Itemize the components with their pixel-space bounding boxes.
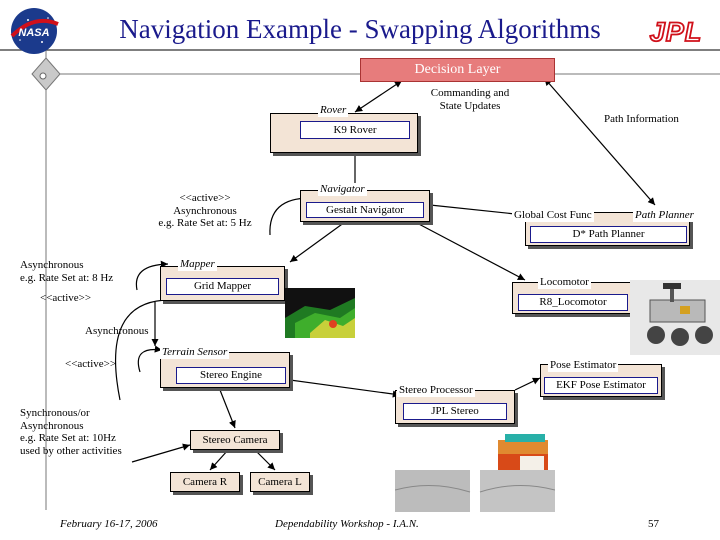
stereo-processor-group-label: Stereo Processor [399,384,473,396]
mapper-annotation-line: Asynchronous [20,259,84,271]
gestalt-navigator-component: Gestalt Navigator [306,202,424,218]
navigator-annotation [150,192,260,230]
commanding-label: Commanding and State Updates [430,87,510,112]
camera-r-box: Camera R [170,472,240,492]
locomotor-group-label: Locomotor [540,276,589,288]
jpl-logo [640,16,712,46]
ekf-pose-estimator-component: EKF Pose Estimator [544,377,658,394]
navigator-group-label: Navigator [320,183,365,195]
decision-layer: Decision Layer [360,58,555,82]
navigator-annotation-line: e.g. Rate Set at: 5 Hz [158,217,252,230]
jpl-logo-text: JPL [649,17,703,46]
rover-photo [630,280,720,355]
sync-note-line: Asynchronous [20,419,84,432]
jpl-stereo-component: JPL Stereo [403,403,507,420]
path-planner-group-label: Path Planner [635,209,694,221]
navigator-annotation-line: Asynchronous [173,204,237,217]
terrain-sensor-group-label: Terrain Sensor [162,346,228,358]
footer-page-number: 57 [648,518,659,530]
global-cost-func-label: Global Cost Func [514,209,592,221]
d-star-path-planner-component: D* Path Planner [530,226,687,243]
r8-locomotor-component: R8_Locomotor [518,294,628,311]
path-info-label: Path Information [604,113,679,125]
slide-title: Navigation Example - Swapping Algorithms [119,14,601,44]
sync-note-line: used by other activities [20,444,122,457]
navigator-annotation-line: <<active>> [179,192,231,204]
stereo-camera-box: Stereo Camera [190,430,280,450]
camera-photos [395,470,555,512]
mapper-active-label: <<active>> [40,292,92,304]
mapper-group-label: Mapper [180,258,215,270]
nasa-logo-text: NASA [18,27,50,39]
grid-mapper-component: Grid Mapper [166,278,279,295]
rover-group-label: Rover [320,104,347,116]
footer-event: Dependability Workshop - I.A.N. [275,518,419,530]
sync-note [20,407,122,458]
mapper-annotation [20,259,113,284]
sync-note-line: Synchronous/or [20,407,90,419]
footer-date: February 16-17, 2006 [60,518,158,530]
pose-estimator-group-label: Pose Estimator [550,359,617,371]
k9-rover-component: K9 Rover [300,121,410,139]
grid-map-image [285,288,355,338]
mapper-annotation-line: e.g. Rate Set at: 8 Hz [20,271,114,284]
asynchronous-label: Asynchronous [85,325,149,337]
camera-l-box: Camera L [250,472,310,492]
terrain-active-label: <<active>> [65,358,117,370]
sync-note-line: e.g. Rate Set at: 10Hz [20,432,116,445]
stereo-engine-component: Stereo Engine [176,367,286,384]
